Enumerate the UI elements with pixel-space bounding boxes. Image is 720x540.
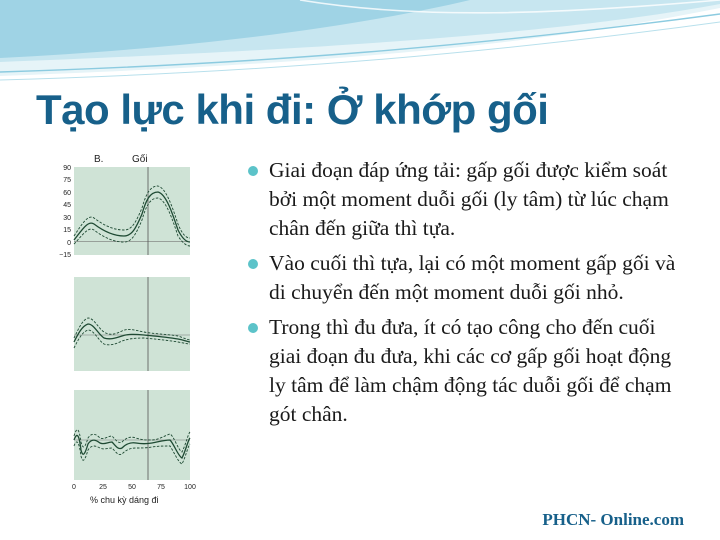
bullet-list: [246, 156, 686, 435]
x-axis-label: % chu kỳ dáng đi: [90, 495, 159, 505]
x-tick-50: 50: [128, 484, 136, 491]
bullet-text: Trong thì đu đưa, ít có tạo công cho đến cuối giai đoạn đu đưa, khi các cơ gấp gối hoạt động ly tâm để làm chậm động tác duỗi gối để chạm gót chân.: [269, 315, 672, 426]
slide-title: Tạo lực khi đi: Ở khớp gối: [36, 86, 549, 133]
y-tick-30: 30: [63, 215, 71, 222]
knee-gait-figure: [54, 150, 204, 510]
figure-label-joint: Gối: [132, 154, 148, 165]
y-tick-15: 15: [63, 227, 71, 234]
x-tick-100: 100: [184, 484, 196, 491]
bullet-dot-icon: [248, 259, 258, 269]
x-tick-0: 0: [72, 484, 76, 491]
moment-panel: [74, 277, 190, 371]
footer-site-name: PHCN- Online.com: [542, 510, 684, 529]
y-tick-90: 90: [63, 165, 71, 172]
bullet-item: [246, 249, 686, 307]
x-tick-75: 75: [157, 484, 165, 491]
x-tick-25: 25: [99, 484, 107, 491]
y-tick-75: 75: [63, 177, 71, 184]
bullet-text: Vào cuối thì tựa, lại có một moment gấp gối và di chuyển đến một moment duỗi gối nhỏ.: [269, 251, 676, 304]
y-tick-minus15: −15: [59, 252, 71, 259]
bullet-text: Giai đoạn đáp ứng tải: gấp gối được kiểm soát bởi một moment duỗi gối (ly tâm) từ lúc chạm chân đến giữa thì tựa.: [269, 158, 669, 240]
y-tick-60: 60: [63, 190, 71, 197]
y-tick-0: 0: [67, 240, 71, 247]
figure-label-b: B.: [94, 154, 104, 165]
bullet-item: [246, 156, 686, 243]
bullet-dot-icon: [248, 166, 258, 176]
header-wave-decoration: [0, 0, 720, 100]
bullet-dot-icon: [248, 323, 258, 333]
y-tick-45: 45: [63, 202, 71, 209]
bullet-item: [246, 313, 686, 429]
